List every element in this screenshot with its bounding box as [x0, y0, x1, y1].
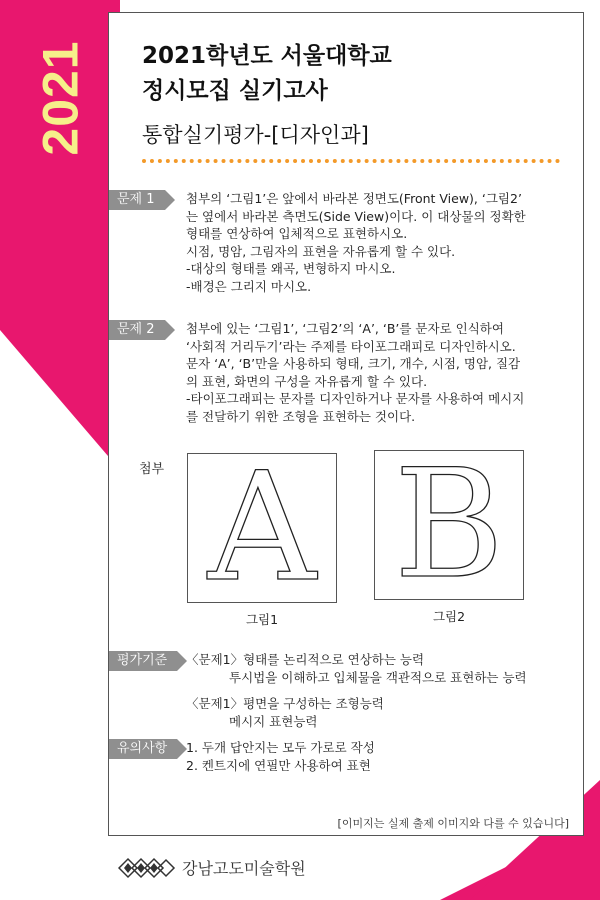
text-line: 첨부에 있는 ‘그림1’, ‘그림2’의 ‘A’, ‘B’를 문자로 인식하여: [186, 321, 504, 336]
text-line: 첨부의 ‘그림1’은 앞에서 바라본 정면도(Front View), ‘그림2’: [186, 191, 522, 206]
figure-2-box: [374, 438, 524, 612]
figure-1-letter: A: [207, 441, 317, 615]
text-line: 의 표현, 화면의 구성을 자유롭게 할 수 있다.: [186, 373, 428, 389]
figure-1-box: [187, 441, 337, 615]
criteria-group-1-head: 〈문제1〉형태를 논리적으로 연상하는 능력: [186, 652, 425, 667]
problem-2-text: [186, 320, 524, 425]
page-title-line2: 정시모집 실기고사: [142, 78, 328, 104]
problem-1-text: [186, 190, 526, 295]
dotted-divider: [142, 159, 560, 163]
figure-2-letter: B: [393, 438, 505, 612]
exam-card: [108, 12, 584, 836]
text-line: 는 옆에서 바라본 측면도(Side View)이다. 이 대상물의 정확한: [186, 208, 526, 224]
academy-logo-icon: [118, 857, 176, 879]
criteria-group-2-head: 〈문제1〉평면을 구성하는 조형능력: [186, 696, 384, 711]
figure-1-caption: 그림1: [245, 612, 279, 627]
page-subtitle: 통합실기평가-[디자인과]: [142, 123, 369, 147]
text-line: 형태를 연상하여 입체적으로 표현하시오.: [186, 226, 408, 241]
text-line: 시점, 명암, 그림자의 표현을 자유롭게 할 수 있다.: [186, 243, 456, 259]
text-line: 를 전달하기 위한 조형을 표현하는 것이다.: [186, 408, 416, 424]
text-line: -배경은 그리지 마시오.: [186, 278, 312, 294]
attachment-label: 첨부: [139, 462, 165, 477]
text-line: ‘사회적 거리두기’라는 주제를 타이포그래피로 디자인하시오.: [186, 338, 516, 354]
academy-name: 강남고도미술학원: [182, 859, 306, 878]
notes-item-1: 1. 두개 답안지는 모두 가로로 작성: [186, 740, 375, 755]
problem-2-tag: 문제 2: [109, 320, 165, 340]
criteria-group-2-sub: 메시지 표현능력: [229, 714, 318, 729]
page-title-line1: 2021학년도 서울대학교: [142, 43, 392, 69]
image-disclaimer: [이미지는 실제 출제 이미지와 다를 수 있습니다]: [337, 817, 569, 830]
criteria-group-1-sub: 투시법을 이해하고 입체물을 객관적으로 표현하는 능력: [229, 670, 527, 685]
notes-item-2: 2. 켄트지에 연필만 사용하여 표현: [186, 758, 371, 773]
problem-1-tag: 문제 1: [109, 190, 165, 210]
criteria-tag: 평가기준: [109, 651, 177, 671]
text-line: 문자 ‘A’, ‘B’만을 사용하되 형태, 크기, 개수, 시점, 명암, 질감: [186, 356, 521, 371]
year-vertical-label: 2021: [33, 40, 90, 156]
text-line: -타이포그래피는 문자를 디자인하거나 문자를 사용하여 메시지: [186, 391, 525, 406]
text-line: -대상의 형태를 왜곡, 변형하지 마시오.: [186, 261, 396, 276]
notes-tag: 유의사항: [109, 739, 177, 759]
footer-logo: [118, 856, 306, 879]
figure-2-caption: 그림2: [432, 609, 466, 624]
